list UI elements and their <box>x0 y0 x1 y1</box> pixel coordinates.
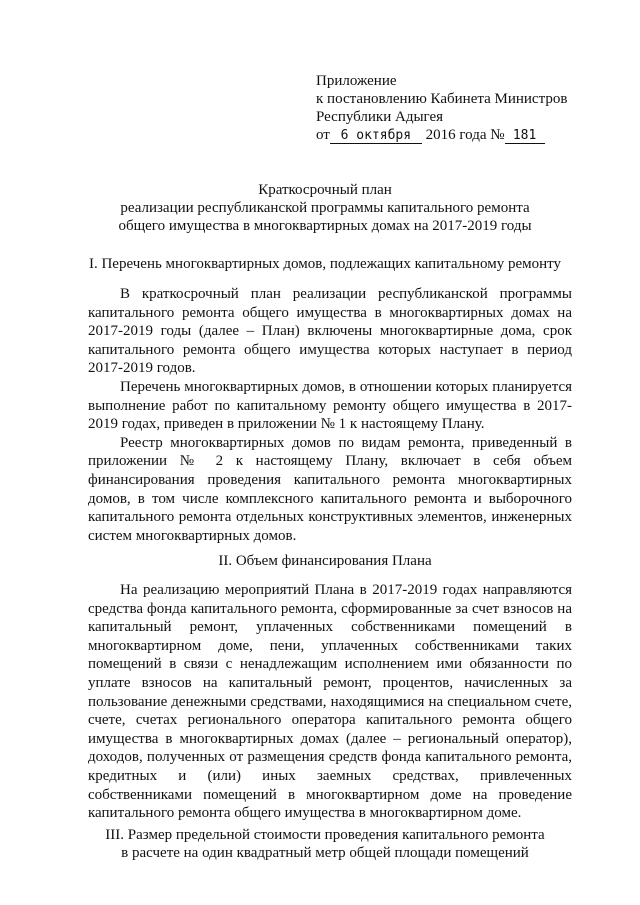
approval-date-value: 6 октября <box>330 128 422 144</box>
document-title <box>60 181 590 235</box>
approval-stamp <box>316 72 567 144</box>
section-3-heading <box>60 826 590 862</box>
approval-line-date <box>316 126 567 144</box>
section-1-paragraph-2: Перечень многоквартирных домов, в отношении которых планируется выполнение работ по капитальному ремонту общего имущества в 2017-2019 годах, приведен в приложении № 1 к настоящему Плану. <box>88 378 572 433</box>
approval-line-resolution: к постановлению Кабинета Министров <box>316 91 568 107</box>
section-1-paragraph-3: Реестр многоквартирных домов по видам ремонта, приведенный в приложении № 2 к настоящему Плану, включает в себя объем финансирования проведения капитального ремонта многоквартирных домов, в том числе комплексного капитального ремонта и выборочного капитального ремонта отдельных конструктивных элементов, инженерных систем многоквартирных домов. <box>88 434 572 544</box>
title-line-2: реализации республиканской программы капитального ремонта <box>120 200 530 216</box>
section-1-body <box>88 285 572 545</box>
approval-number-value: 181 <box>505 128 545 144</box>
section-3-heading-line-2: в расчете на один квадратный метр общей площади помещений <box>121 845 529 861</box>
title-line-1: Краткосрочный план <box>258 182 392 198</box>
title-line-3: общего имущества в многоквартирных домах на 2017-2019 годы <box>118 218 532 234</box>
approval-line-republic: Республики Адыгея <box>316 109 444 125</box>
section-2-heading: II. Объем финансирования Плана <box>218 553 432 569</box>
approval-line-appendix: Приложение <box>316 73 397 89</box>
section-1-paragraph-1: В краткосрочный план реализации республиканской программы капитального ремонта общего имущества в многоквартирных домах на 2017-2019 годы (далее – План) включены многоквартирные дома, срок капитального ремонта общего имущества которых наступает в период 2017-2019 годов. <box>88 286 572 377</box>
approval-date-prefix: от <box>316 127 330 143</box>
section-2-paragraph-1: На реализацию мероприятий Плана в 2017-2019 годах направляются средства фонда капитального ремонта, сформированные за счет взносов на капитальный ремонт, уплаченных собственниками помещений в многоквартирном доме, пени, уплаченных собственниками таких помещений в связи с ненадлежащим исполнением ими обязанности по уплате взносов на капитальный ремонт, процентов, начисленных за пользование денежными средствами, находящимися на специальном счете, счете, счетах регионального оператора капитального ремонта общего имущества в многоквартирных домах (далее – региональный оператор), доходов, полученных от размещения средств фонда капитального ремонта, кредитных и (или) иных заемных средствах, привлеченных собственниками помещений в многоквартирном доме на проведение капитального ремонта общего имущества в многоквартирном доме. <box>88 582 572 822</box>
section-2-body <box>88 581 572 823</box>
section-3-heading-line-1: III. Размер предельной стоимости проведения капитального ремонта <box>105 827 545 843</box>
approval-year-text: 2016 года № <box>425 127 505 143</box>
section-1-heading: I. Перечень многоквартирных домов, подлежащих капитальному ремонту <box>88 256 562 272</box>
